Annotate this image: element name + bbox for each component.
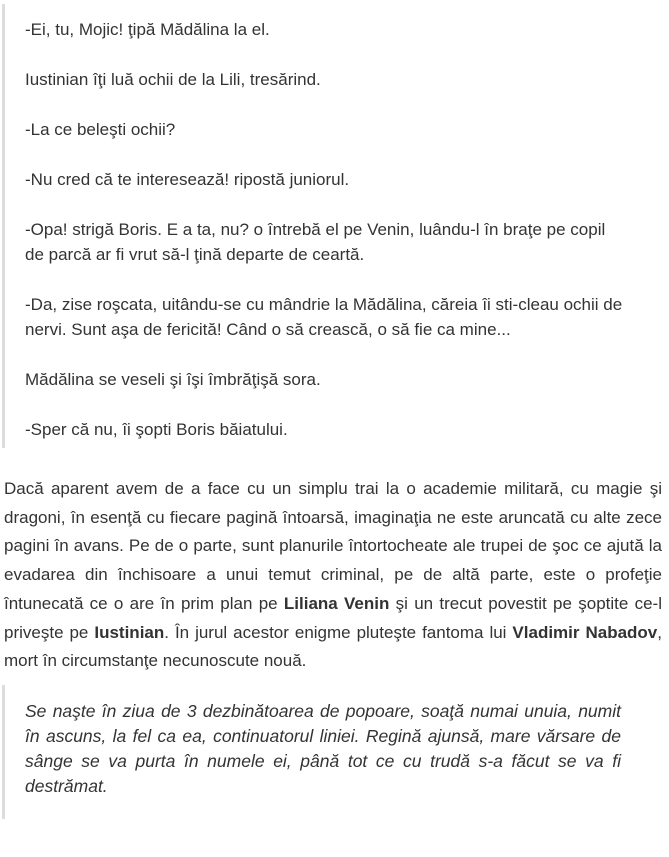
- dialogue-paragraph: Mădălina se veseli şi îşi îmbrăţişă sora.: [25, 370, 321, 389]
- review-paragraph: Dacă aparent avem de a face cu un simplu trai la o academie militară, cu magie şi dragoni, în esenţă cu fiecare pagină întoarsă, imaginaţia ne este aruncată cu alte zece pagini în avans. Pe de o parte, sunt planurile întortocheate ale trupei de şoc ce ajută la evadarea din închisoare a unui temut criminal, pe de altă parte, este o profeţie întunecată ce o are în prim plan pe Liliana Venin şi un trecut povestit pe şoptite ce-l priveşte pe Iustinian. În jurul acestor enigme pluteşte fantoma lui Vladimir Nabadov, mort în circumstanţe necunoscute nouă.: [4, 479, 662, 671]
- dialogue-paragraph: -Ei, tu, Mojic! ţipă Mădălina la el.: [25, 20, 270, 39]
- dialogue-paragraph: Iustinian îţi luă ochii de la Lili, tresărind.: [25, 70, 321, 89]
- prophecy-quote-text: Se naşte în ziua de 3 dezbinătoarea de popoare, soaţă numai unuia, numit în ascuns, la fel ca ea, continuatorul liniei. Regină ajunsă, mare vărsare de sânge se va purta în numele ei, până tot ce cu trudă s-a făcut se va fi destrămat.: [25, 700, 621, 796]
- dialogue-paragraph: -Sper că nu, îi şopti Boris băiatului.: [25, 420, 288, 439]
- character-name-bold: Liliana Venin: [283, 593, 390, 613]
- dialogue-paragraph: -Da, zise roşcata, uitându-se cu mândrie la Mădălina, căreia îi sti-cleau ochii de nervi. Sunt aşa de fericită! Când o să crească, o să fie ca mine...: [25, 295, 623, 339]
- prophecy-quote-blockquote: [2, 685, 669, 819]
- character-name-bold: Vladimir Nabadov: [512, 622, 658, 642]
- dialogue-excerpt-blockquote: [2, 4, 669, 448]
- dialogue-paragraph: -La ce beleşti ochii?: [25, 120, 176, 139]
- character-name-bold: Iustinian: [94, 622, 165, 642]
- dialogue-paragraph: -Opa! strigă Boris. E a ta, nu? o întrebă el pe Venin, luându-l în braţe pe copil de parcă ar fi vrut să-l ţină departe de ceartă.: [25, 220, 606, 264]
- dialogue-paragraph: -Nu cred că te interesează! ripostă juniorul.: [25, 170, 350, 189]
